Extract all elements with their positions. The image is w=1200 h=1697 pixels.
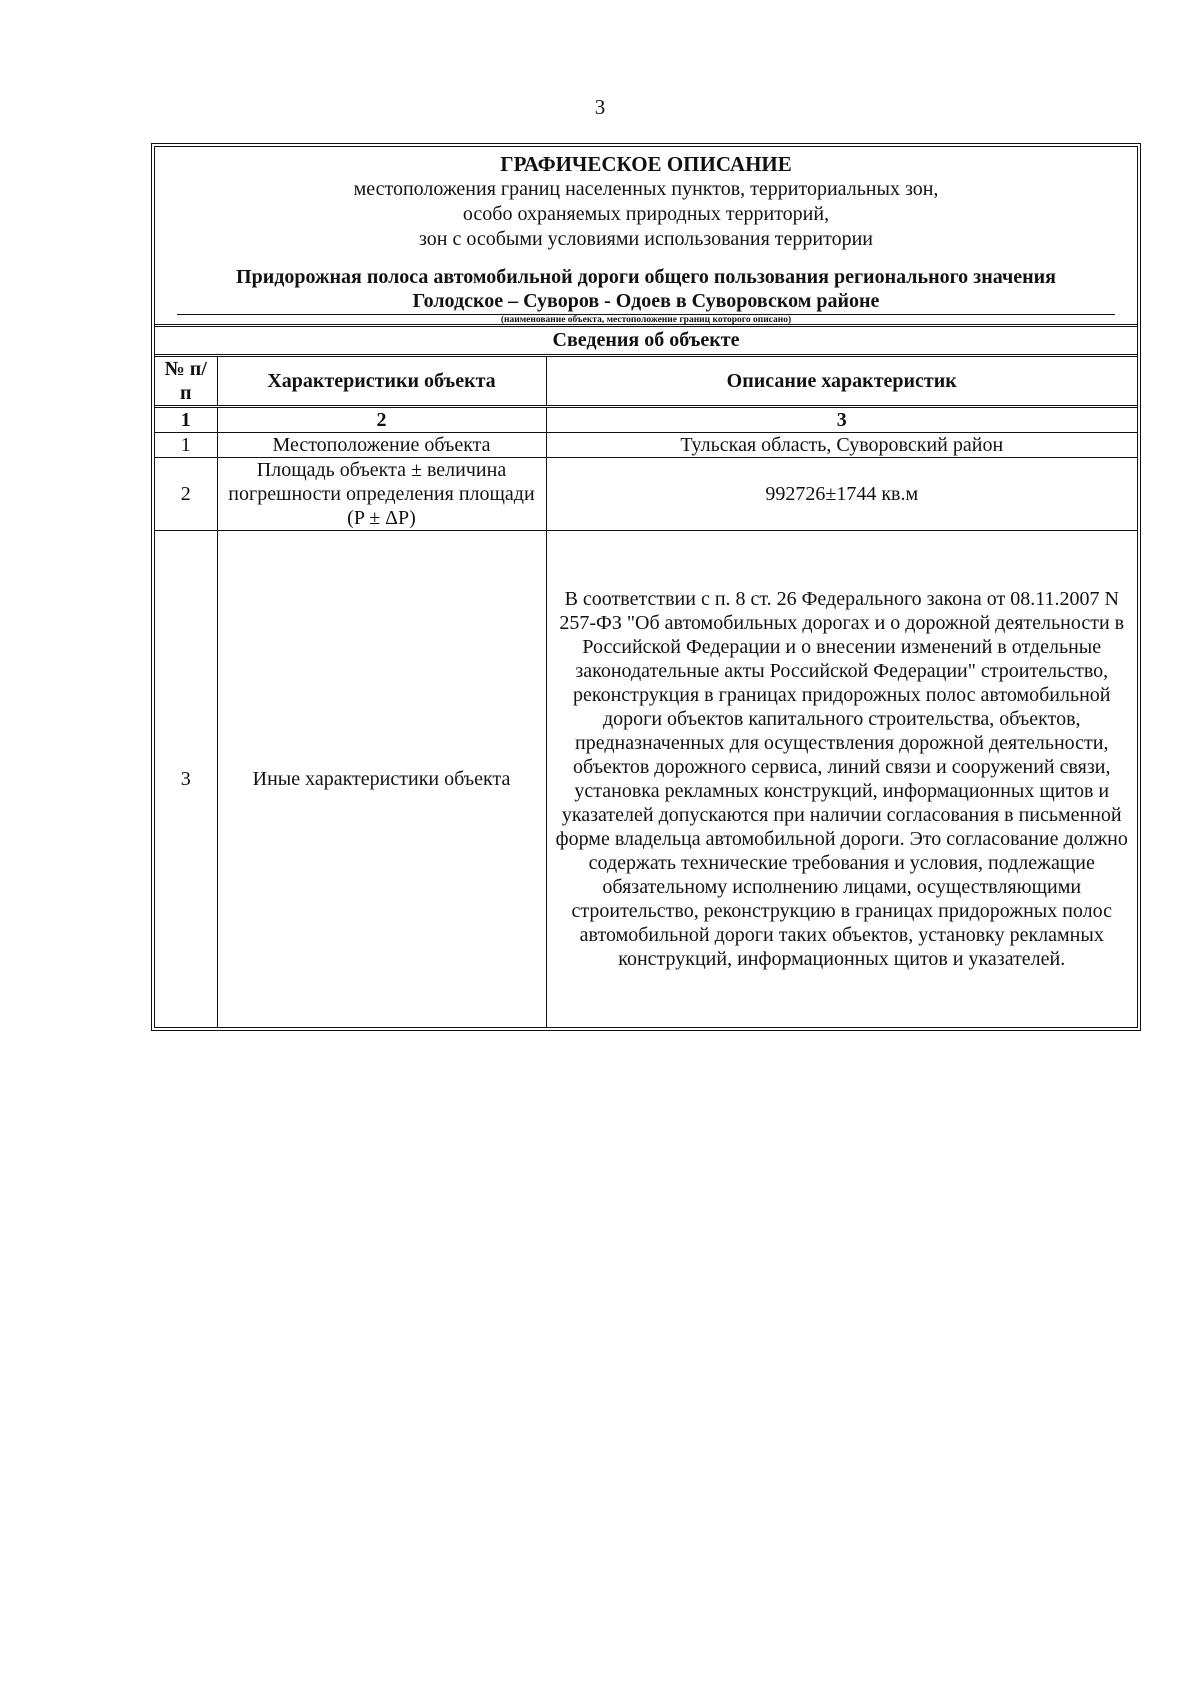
object-info-table — [155, 357, 1137, 1027]
column-index-row — [155, 407, 1137, 433]
table-row — [155, 531, 1137, 1028]
row-number: 3 — [155, 531, 217, 1028]
column-index: 3 — [546, 407, 1137, 433]
object-name — [165, 265, 1127, 313]
object-name-line: Голодское – Суворов - Одоев в Суворовском районе — [412, 290, 880, 312]
document-title: ГРАФИЧЕСКОЕ ОПИСАНИЕ — [500, 152, 792, 176]
table-row — [155, 433, 1137, 458]
row-number: 1 — [155, 433, 217, 458]
row-characteristic: Местоположение объекта — [217, 433, 546, 458]
column-header-characteristic: Характеристики объекта — [217, 357, 546, 407]
object-name-line: Придорожная полоса автомобильной дороги общего пользования регионального значения — [236, 266, 1056, 288]
row-number: 2 — [155, 458, 217, 531]
row-description: В соответствии с п. 8 ст. 26 Федерального закона от 08.11.2007 N 257-ФЗ "Об автомобильных дорогах и о дорожной деятельности в Российской Федерации и о внесении изменений в отдельные законодательные акты Российской Федерации" строительство, реконструкция в границах придорожных полос автомобильной дороги объектов капитального строительства, объектов, предназначенных для осуществления дорожной деятельности, объектов дорожного сервиса, линий связи и сооружений связи, установка рекламных конструкций, информационных щитов и указателей допускаются при наличии согласования в письменной форме владельца автомобильной дороги. Это согласование должно содержать технические требования и условия, подлежащие обязательному исполнению лицами, осуществляющими строительство, реконструкцию в границах придорожных полос автомобильной дороги таких объектов, установку рекламных конструкций, информационных щитов и указателей. — [546, 531, 1137, 1028]
form-header — [155, 147, 1137, 327]
section-title: Сведения об объекте — [155, 327, 1137, 357]
row-characteristic: Иные характеристики объекта — [217, 531, 546, 1028]
table-row — [155, 458, 1137, 531]
column-index: 2 — [217, 407, 546, 433]
column-header-description: Описание характеристик — [546, 357, 1137, 407]
column-header-number: № п/п — [155, 357, 217, 407]
graphic-description-form — [151, 143, 1141, 1031]
document-subtitle-line: местоположения границ населенных пунктов, территориальных зон, — [353, 178, 939, 200]
document-subtitle-line: зон с особыми условиями использования территории — [418, 228, 874, 250]
column-index: 1 — [155, 407, 217, 433]
object-name-caption: (наименование объекта, местоположение границ которого описано) — [500, 315, 792, 325]
table-header-row — [155, 357, 1137, 407]
document-subtitle-line: особо охраняемых природных территорий, — [462, 203, 830, 225]
row-description: 992726±1744 кв.м — [546, 458, 1137, 531]
page-number: 3 — [594, 95, 606, 119]
row-description: Тульская область, Суворовский район — [546, 433, 1137, 458]
row-characteristic: Площадь объекта ± величина погрешности определения площади (P ± ΔP) — [217, 458, 546, 531]
